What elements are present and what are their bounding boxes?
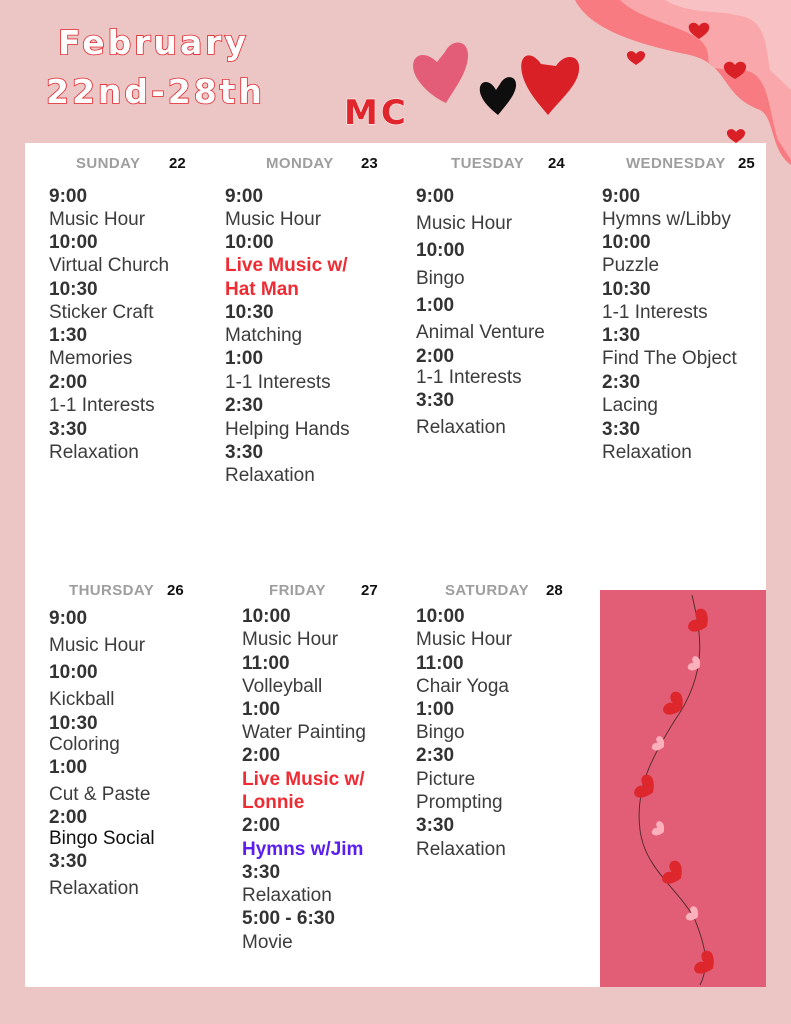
red-heart-icon bbox=[521, 55, 579, 115]
activity-label: Music Hour bbox=[416, 629, 513, 650]
activity-label: Coloring bbox=[49, 734, 120, 755]
activity-label: Memories bbox=[49, 348, 133, 369]
time-label: 9:00 bbox=[225, 186, 264, 207]
time-label: 10:30 bbox=[225, 302, 274, 323]
time-label: 1:00 bbox=[49, 757, 88, 778]
time-label: 1:00 bbox=[416, 295, 455, 316]
activity-label: Movie bbox=[242, 932, 293, 953]
mc-badge: MC bbox=[344, 93, 409, 133]
time-label: 3:30 bbox=[49, 419, 88, 440]
heart-garland-box bbox=[600, 590, 766, 987]
time-label: 2:00 bbox=[49, 372, 88, 393]
activity-label: Music Hour bbox=[225, 209, 322, 230]
activity-label: Music Hour bbox=[49, 209, 146, 230]
time-label: 10:30 bbox=[49, 279, 98, 300]
time-label: 1:00 bbox=[225, 348, 264, 369]
time-label: 5:00 - 6:30 bbox=[242, 908, 335, 929]
activity-label: Relaxation bbox=[416, 839, 506, 860]
activity-label: Music Hour bbox=[49, 635, 146, 656]
day-name-tuesday: TUESDAY bbox=[451, 155, 525, 172]
day-name-sunday: SUNDAY bbox=[76, 155, 141, 172]
heart-garland-icon bbox=[600, 590, 766, 987]
day-name-wednesday: WEDNESDAY bbox=[626, 155, 726, 172]
special-event-label: Live Music w/ bbox=[225, 255, 348, 276]
time-label: 2:00 bbox=[242, 745, 281, 766]
activity-label: Relaxation bbox=[602, 442, 692, 463]
activity-label: Relaxation bbox=[242, 885, 332, 906]
day-num-monday: 23 bbox=[361, 155, 378, 172]
activity-label: Lacing bbox=[602, 395, 658, 416]
day-name-friday: FRIDAY bbox=[269, 582, 326, 599]
activity-label: 1-1 Interests bbox=[602, 302, 708, 323]
special-event-label: Hymns w/Jim bbox=[242, 839, 364, 860]
day-num-saturday: 28 bbox=[546, 582, 563, 599]
activity-label: Water Painting bbox=[242, 722, 366, 743]
activity-label: Chair Yoga bbox=[416, 676, 509, 697]
time-label: 2:30 bbox=[602, 372, 641, 393]
time-label: 3:30 bbox=[602, 419, 641, 440]
activity-label: Music Hour bbox=[416, 213, 513, 234]
activity-label: Matching bbox=[225, 325, 303, 346]
time-label: 10:00 bbox=[225, 232, 274, 253]
activity-label: Relaxation bbox=[49, 442, 139, 463]
activity-label: Sticker Craft bbox=[49, 302, 154, 323]
activity-label: Picture bbox=[416, 769, 476, 790]
special-event-label: Hat Man bbox=[225, 279, 299, 300]
title-date-range: 22nd-28th bbox=[46, 72, 265, 111]
activity-label: Music Hour bbox=[242, 629, 339, 650]
time-label: 1:00 bbox=[242, 699, 281, 720]
day-num-thursday: 26 bbox=[167, 582, 184, 599]
black-heart-icon bbox=[480, 77, 516, 115]
activity-label: Puzzle bbox=[602, 255, 660, 276]
activity-label: Volleyball bbox=[242, 676, 323, 697]
time-label: 1:00 bbox=[416, 699, 455, 720]
time-label: 3:30 bbox=[225, 442, 264, 463]
activity-label: 1-1 Interests bbox=[49, 395, 155, 416]
activity-label: Kickball bbox=[49, 689, 115, 710]
time-label: 10:00 bbox=[602, 232, 651, 253]
time-label: 11:00 bbox=[242, 653, 290, 674]
time-label: 10:30 bbox=[49, 713, 98, 734]
time-label: 2:30 bbox=[225, 395, 264, 416]
day-name-saturday: SATURDAY bbox=[445, 582, 530, 599]
activity-label: Bingo bbox=[416, 722, 465, 743]
activity-label: Relaxation bbox=[49, 878, 139, 899]
time-label: 9:00 bbox=[416, 186, 455, 207]
special-event-label: Lonnie bbox=[242, 792, 305, 813]
activity-label: Prompting bbox=[416, 792, 503, 813]
day-num-tuesday: 24 bbox=[548, 155, 565, 172]
time-label: 10:00 bbox=[416, 240, 465, 261]
activity-label: Relaxation bbox=[225, 465, 315, 486]
time-label: 10:00 bbox=[49, 232, 98, 253]
time-label: 3:30 bbox=[416, 390, 455, 411]
activity-label: Relaxation bbox=[416, 417, 506, 438]
day-num-sunday: 22 bbox=[169, 155, 186, 172]
time-label: 10:00 bbox=[242, 606, 291, 627]
time-label: 9:00 bbox=[49, 186, 88, 207]
time-label: 9:00 bbox=[602, 186, 641, 207]
pink-heart-icon bbox=[413, 43, 468, 103]
time-label: 9:00 bbox=[49, 608, 88, 629]
time-label: 11:00 bbox=[416, 653, 464, 674]
activity-label: Find The Object bbox=[602, 348, 737, 369]
time-label: 3:30 bbox=[49, 851, 88, 872]
time-label: 10:00 bbox=[416, 606, 465, 627]
time-label: 3:30 bbox=[242, 862, 281, 883]
special-event-label: Live Music w/ bbox=[242, 769, 365, 790]
activity-label: Bingo bbox=[416, 268, 465, 289]
time-label: 2:00 bbox=[242, 815, 281, 836]
activity-label: 1-1 Interests bbox=[416, 367, 522, 388]
time-label: 1:30 bbox=[602, 325, 641, 346]
time-label: 10:30 bbox=[602, 279, 651, 300]
time-label: 1:30 bbox=[49, 325, 88, 346]
activity-label: Bingo Social bbox=[49, 828, 155, 849]
activity-label: Hymns w/Libby bbox=[602, 209, 731, 230]
activity-label: Virtual Church bbox=[49, 255, 170, 276]
time-label: 2:30 bbox=[416, 745, 455, 766]
time-label: 3:30 bbox=[416, 815, 455, 836]
activity-label: Cut & Paste bbox=[49, 784, 151, 805]
day-name-thursday: THURSDAY bbox=[69, 582, 155, 599]
time-label: 2:00 bbox=[416, 346, 455, 367]
day-num-friday: 27 bbox=[361, 582, 378, 599]
activity-label: 1-1 Interests bbox=[225, 372, 331, 393]
activity-label: Animal Venture bbox=[416, 322, 545, 343]
day-name-monday: MONDAY bbox=[266, 155, 334, 172]
title-month: February bbox=[58, 23, 250, 62]
day-num-wednesday: 25 bbox=[738, 155, 755, 172]
time-label: 10:00 bbox=[49, 662, 98, 683]
activity-label: Helping Hands bbox=[225, 419, 350, 440]
time-label: 2:00 bbox=[49, 807, 88, 828]
